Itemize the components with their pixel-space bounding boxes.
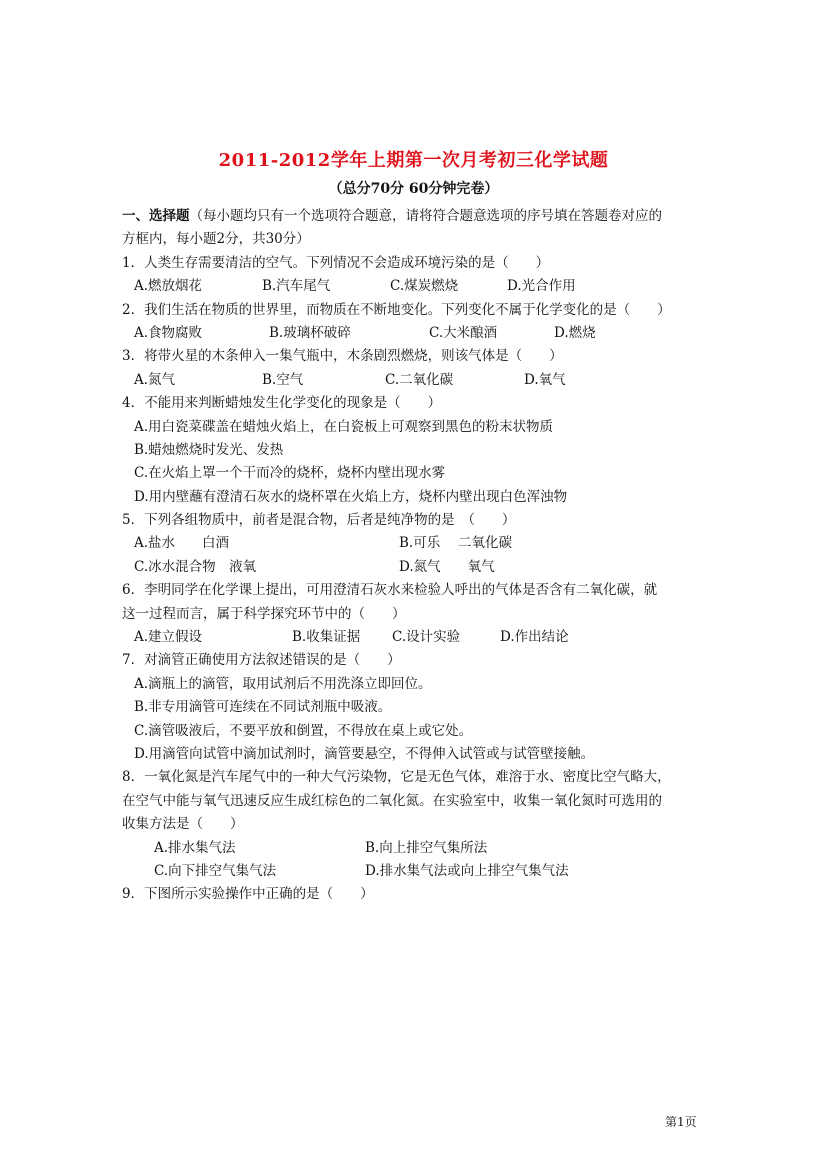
section-heading: 一、选择题 [122, 208, 190, 224]
option-a: A.氮气 [134, 371, 176, 388]
question-7-option-d: D.用滴管向试管中滴加试剂时，滴管要悬空，不得伸入试管或与试管壁接触。 [134, 745, 595, 762]
question-8-options-row2 [122, 860, 712, 883]
question-5-stem: 5．下列各组物质中，前者是混合物，后者是纯净物的是 （ ） [122, 512, 516, 529]
option-a: A.盐水 白酒 [134, 535, 230, 552]
question-6-stem-line1: 6．李明同学在化学课上提出，可用澄清石灰水来检验人呼出的气体是否含有二氧化碳，就 [122, 582, 658, 599]
option-b: B.向上排空气集所法 [365, 839, 488, 856]
option-c: C.设计实验 [392, 629, 461, 646]
option-c: C.煤炭燃烧 [390, 278, 459, 295]
question-4-option-a: A.用白瓷菜碟盖在蜡烛火焰上，在白瓷板上可观察到黑色的粉末状物质 [134, 418, 554, 435]
page-subtitle: （总分70分 60分钟完卷） [328, 181, 499, 197]
question-3-stem: 3．将带火星的木条伸入一集气瓶中，木条剧烈燃烧，则该气体是（ ） [122, 348, 563, 365]
question-7-option-b: B.非专用滴管可连续在不同试剂瓶中吸液。 [134, 699, 392, 716]
section-instructions-line2: 方框内，每小题2分，共30分） [122, 231, 310, 248]
question-9-stem: 9．下图所示实验操作中正确的是（ ） [122, 886, 374, 903]
option-a: A.食物腐败 [134, 324, 203, 341]
exam-content [122, 205, 712, 907]
option-d: D.氮气 氧气 [399, 558, 495, 575]
option-d: D.作出结论 [500, 629, 569, 646]
option-d: D.燃烧 [554, 324, 596, 341]
option-a: A.建立假设 [134, 629, 203, 646]
question-1-stem: 1．人类生存需要清洁的空气。下列情况不会造成环境污染的是（ ） [122, 254, 550, 271]
question-7-stem: 7．对滴管正确使用方法叙述错误的是（ ） [122, 652, 401, 669]
option-c: C.大米酿酒 [429, 324, 498, 341]
question-8-stem-line1: 8．一氧化氮是汽车尾气中的一种大气污染物，它是无色气体，难溶于水、密度比空气略大， [122, 769, 671, 786]
question-8-options-row1 [122, 837, 712, 860]
question-8-stem-line3: 收集方法是（ ） [122, 816, 244, 833]
option-a: A.燃放烟花 [134, 278, 203, 295]
question-7-option-c: C.滴管吸液后，不要平放和倒置，不得放在桌上或它处。 [134, 722, 473, 739]
option-d: D.排水集气法或向上排空气集气法 [365, 862, 569, 879]
option-c: C.向下排空气集气法 [154, 862, 277, 879]
section-heading-line [122, 205, 712, 228]
question-4-option-d: D.用内壁蘸有澄清石灰水的烧杯罩在火焰上方，烧杯内壁出现白色浑浊物 [134, 488, 568, 505]
option-a: A.排水集气法 [154, 839, 236, 856]
question-8-stem-line2: 在空气中能与氧气迅速反应生成红棕色的二氧化氮。在实验室中，收集一氧化氮时可选用的 [122, 792, 662, 809]
question-2-options [122, 322, 712, 345]
question-1-options [122, 275, 712, 298]
option-d: D.光合作用 [507, 278, 576, 295]
question-3-options [122, 369, 712, 392]
question-5-options-row2 [122, 556, 712, 579]
option-b: B.玻璃杯破碎 [269, 324, 351, 341]
question-4-stem: 4．不能用来判断蜡烛发生化学变化的现象是（ ） [122, 395, 442, 412]
section-instructions: （每小题均只有一个选项符合题意，请将符合题意选项的序号填在答题卷对应的 [189, 208, 662, 224]
page-number: 第1页 [665, 1115, 697, 1129]
option-c: C.二氧化碳 [385, 371, 454, 388]
question-6-options [122, 626, 712, 649]
option-b: B.收集证据 [292, 629, 361, 646]
question-2-stem: 2．我们生活在物质的世界里，而物质在不断地变化。下列变化不属于化学变化的是（ ） [122, 301, 671, 318]
question-7-option-a: A.滴瓶上的滴管，取用试剂后不用洗涤立即回位。 [134, 675, 432, 692]
option-b: B.可乐 二氧化碳 [399, 535, 513, 552]
option-c: C.冰水混合物 液氧 [134, 558, 257, 575]
question-4-option-c: C.在火焰上罩一个干而冷的烧杯，烧杯内壁出现水雾 [134, 465, 446, 482]
option-b: B.汽车尾气 [262, 278, 331, 295]
question-4-option-b: B.蜡烛燃烧时发光、发热 [134, 441, 284, 458]
question-6-stem-line2: 这一过程而言，属于科学探究环节中的（ ） [122, 605, 406, 622]
page-title: 2011-2012学年上期第一次月考初三化学试题 [218, 150, 609, 171]
option-b: B.空气 [262, 371, 304, 388]
question-5-options-row1 [122, 532, 712, 555]
option-d: D.氧气 [524, 371, 566, 388]
